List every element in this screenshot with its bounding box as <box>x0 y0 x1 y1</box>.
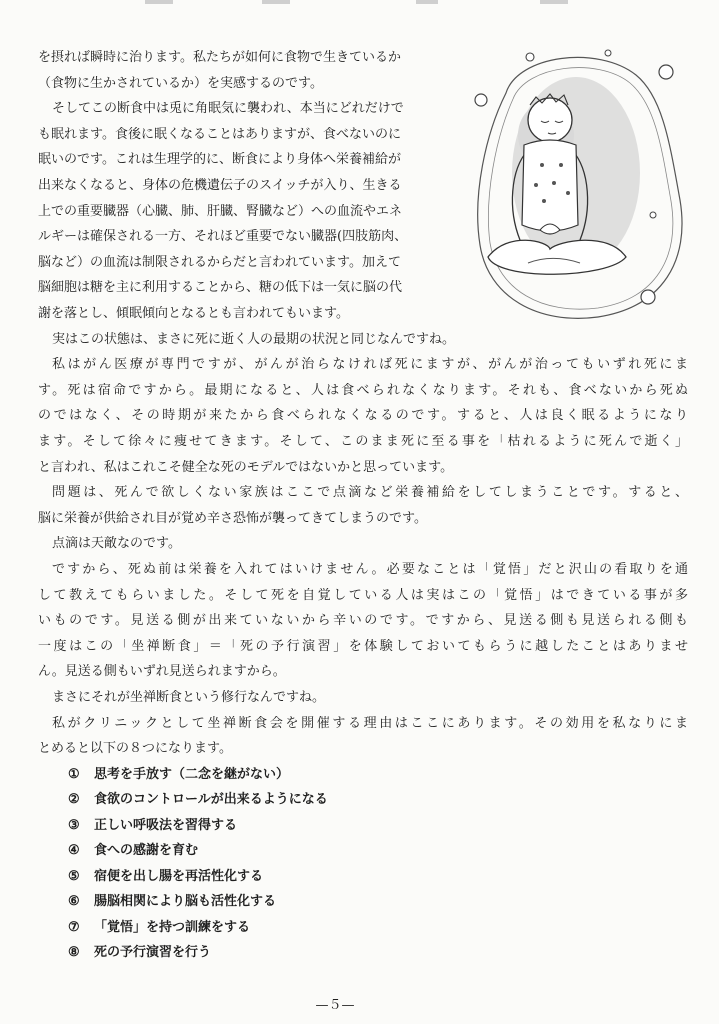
body-text-line: 一度はこの「坐禅断食」＝「死の予行演習」を体験しておいてもらうに越したことはありませ <box>38 639 688 654</box>
body-text-line: を摂れば瞬時に治ります。私たちが如何に食物で生きているか <box>38 50 401 65</box>
body-text-line: 上での重要臓器（心臓、肺、肝臓、腎臓など）への血流やエネ <box>38 204 403 219</box>
list-item-text: 食欲のコントロールが出来るようになる <box>94 792 328 807</box>
list-item-text: 「覚悟」を持つ訓練をする <box>94 920 251 935</box>
list-item-text: 死の予行演習を行う <box>94 945 212 960</box>
list-item-number: ④ <box>68 843 80 858</box>
body-text-line: ん。見送る側もいずれ見送られますから。 <box>38 664 286 679</box>
list-item <box>68 843 198 859</box>
list-item-text: 宿便を出し腸を再活性化する <box>94 869 264 884</box>
meditating-figure-illustration <box>458 35 708 325</box>
body-text-line: とめると以下の８つになります。 <box>38 741 232 756</box>
list-item-number: ① <box>68 767 80 782</box>
body-text-line: も眠れます。食後に眠くなることはありますが、食べないのに <box>38 127 401 142</box>
list-item-number: ⑧ <box>68 945 80 960</box>
page-number: —５— <box>315 998 355 1013</box>
body-text-line: 点滴は天敵なのです。 <box>52 536 181 551</box>
list-item-text: 思考を手放す（二念を継がない） <box>94 767 290 782</box>
list-item-number: ② <box>68 792 80 807</box>
body-text-line: （食物に生かされているか）を実感するのです。 <box>38 76 323 91</box>
body-text-line: 脳など）の血流は制限されるからだと言われています。加えて <box>38 255 401 270</box>
scan-mark <box>540 0 568 4</box>
body-text-line: す。死は宿命ですから。最期になると、人は食べられなくなります。それも、食べないから死ぬ <box>38 383 688 398</box>
scan-mark <box>262 0 290 4</box>
body-text-line: 私はがん医療が専門ですが、がんが治らなければ死にますが、がんが治ってもいずれ死にま <box>52 357 688 372</box>
body-text-line: 脳細胞は糖を主に利用することから、糖の低下は一気に脳の代 <box>38 280 403 295</box>
body-text-line: いものです。見送る側が出来ていないから辛いのです。ですから、見送る側も見送られる側も <box>38 613 688 628</box>
body-text-line: ですから、死ぬ前は栄養を入れてはいけません。必要なことは「覚悟」だと沢山の看取りを通 <box>52 562 688 577</box>
list-item <box>68 894 276 910</box>
list-item <box>68 792 328 808</box>
body-text-line: 謝を落とし、傾眠傾向となるとも言われてもいます。 <box>38 306 349 321</box>
list-item <box>68 945 211 961</box>
list-item-text: 食への感謝を育む <box>94 843 199 858</box>
body-text-line: 出来なくなると、身体の危機遺伝子のスイッチが入り、生きる <box>38 178 402 193</box>
list-item-text: 正しい呼吸法を習得する <box>94 818 238 833</box>
body-text-line: ます。そして徐々に痩せてきます。そして、このまま死に至る事を「枯れるように死んで逝く」 <box>38 434 688 449</box>
list-item <box>68 767 289 783</box>
body-text-line: 実はこの状態は、まさに死に逝く人の最期の状況と同じなんですね。 <box>52 332 456 347</box>
list-item-text: 腸脳相関により脳も活性化する <box>94 894 277 909</box>
scan-mark <box>416 0 438 4</box>
list-item-number: ⑥ <box>68 894 80 909</box>
body-text-line: まさにそれが坐禅断食という修行なんですね。 <box>52 690 326 705</box>
body-text-line: のではなく、その時期が来たから食べられなくなるのです。すると、人は良く眠るようになり <box>38 408 688 423</box>
body-text-line: 問題は、死んで欲しくない家族はここで点滴など栄養補給をしてしまうことです。すると、 <box>52 485 688 500</box>
list-item <box>68 920 250 936</box>
list-item-number: ③ <box>68 818 80 833</box>
list-item <box>68 869 263 885</box>
list-item <box>68 818 237 834</box>
body-text-line: 眠いのです。これは生理学的に、断食により身体へ栄養補給が <box>38 152 401 167</box>
body-text-line: と言われ、私はこれこそ健全な死のモデルではないかと思っています。 <box>38 460 454 475</box>
list-item-number: ⑤ <box>68 869 80 884</box>
body-text-line: 脳に栄養が供給され目が覚め辛さ恐怖が襲ってきてしまうのです。 <box>38 511 427 526</box>
scan-mark <box>145 0 173 4</box>
body-text-line: 私がクリニックとして坐禅断食会を開催する理由はここにあります。その効用を私なりにま <box>52 716 688 731</box>
body-text-line: ルギーは確保される一方、それほど重要でない臓器(四肢筋肉、 <box>38 229 408 244</box>
list-item-number: ⑦ <box>68 920 80 935</box>
body-text-line: して教えてもらいました。そして死を自覚している人は実はこの「覚悟」はできている事が多 <box>38 588 688 603</box>
body-text-line: そしてこの断食中は兎に角眠気に襲われ、本当にどれだけで <box>52 101 404 116</box>
